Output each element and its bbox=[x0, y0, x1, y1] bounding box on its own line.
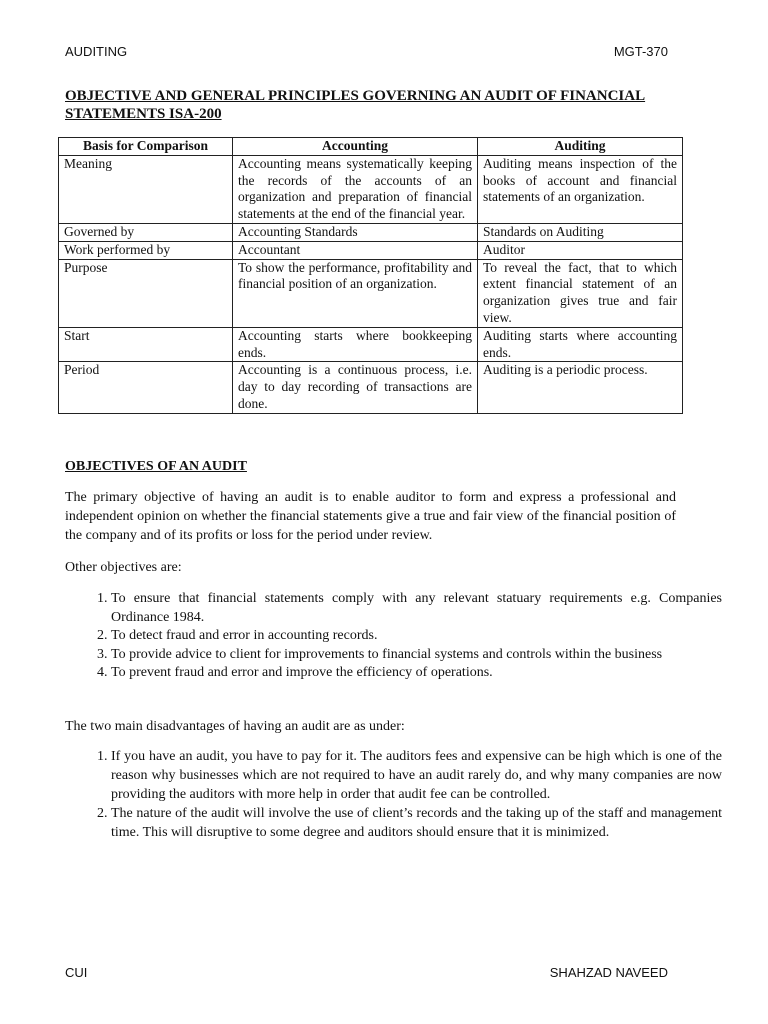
table-header-row bbox=[59, 138, 683, 156]
table-cell-basis: Meaning bbox=[59, 155, 233, 223]
header-course-name: AUDITING bbox=[65, 44, 128, 59]
list-item: 1. To ensure that financial statements comply with any relevant statuary requirements e.g. Companies Ordinance 1984. bbox=[111, 590, 722, 627]
list-item: 3. To provide advice to client for improvements to financial systems and controls within the business bbox=[111, 646, 722, 665]
table-header-accounting: Accounting bbox=[233, 138, 478, 156]
footer-institution: CUI bbox=[65, 965, 88, 980]
table-cell-basis: Purpose bbox=[59, 259, 233, 327]
objectives-list bbox=[65, 590, 722, 683]
paragraph-other-objectives: Other objectives are: bbox=[65, 560, 182, 575]
table-cell-auditing: Standards on Auditing bbox=[478, 223, 683, 241]
table-cell-basis: Work performed by bbox=[59, 241, 233, 259]
table-cell-accounting: Accounting is a continuous process, i.e. day to day recording of transactions are done. bbox=[233, 362, 478, 413]
table-row bbox=[59, 155, 683, 223]
table-cell-basis: Governed by bbox=[59, 223, 233, 241]
table-cell-accounting: Accounting starts where bookkeeping ends. bbox=[233, 327, 478, 362]
table-row bbox=[59, 362, 683, 413]
section-heading: OBJECTIVES OF AN AUDIT bbox=[65, 459, 247, 474]
table-row bbox=[59, 223, 683, 241]
footer-author: SHAHZAD NAVEED bbox=[549, 965, 668, 980]
document-title: OBJECTIVE AND GENERAL PRINCIPLES GOVERNING AN AUDIT OF FINANCIAL STATEMENTS ISA-200 bbox=[65, 88, 646, 122]
list-item: 2. To detect fraud and error in accounting records. bbox=[111, 627, 722, 646]
table-cell-auditing: Auditor bbox=[478, 241, 683, 259]
table-cell-accounting: Accounting Standards bbox=[233, 223, 478, 241]
table-row bbox=[59, 327, 683, 362]
table-cell-auditing: To reveal the fact, that to which extent financial statement of an organization gives true and fair view. bbox=[478, 259, 683, 327]
paragraph-disadvantages-intro: The two main disadvantages of having an audit are as under: bbox=[65, 719, 405, 734]
table-header-basis: Basis for Comparison bbox=[59, 138, 233, 156]
disadvantages-list bbox=[65, 747, 722, 842]
table-cell-basis: Start bbox=[59, 327, 233, 362]
table-cell-auditing: Auditing is a periodic process. bbox=[478, 362, 683, 413]
table-cell-accounting: To show the performance, profitability and financial position of an organization. bbox=[233, 259, 478, 327]
table-cell-auditing: Auditing starts where accounting ends. bbox=[478, 327, 683, 362]
table-cell-auditing: Auditing means inspection of the books of account and financial statements of an organization. bbox=[478, 155, 683, 223]
comparison-table bbox=[58, 137, 683, 414]
table-row bbox=[59, 259, 683, 327]
table-cell-basis: Period bbox=[59, 362, 233, 413]
header-course-code: MGT-370 bbox=[613, 44, 668, 59]
paragraph-primary-objective: The primary objective of having an audit is to enable auditor to form and express a professional and independent opinion on whether the financial statements give a true and fair view of the financial position of the company and of its profits or loss for the period under review. bbox=[65, 490, 676, 543]
list-item: 2. The nature of the audit will involve the use of client’s records and the taking up of the staff and management time. This will disruptive to some degree and auditors should ensure that it is minimized. bbox=[111, 804, 722, 842]
table-header-auditing: Auditing bbox=[478, 138, 683, 156]
list-item: 4. To prevent fraud and error and improve the efficiency of operations. bbox=[111, 664, 722, 683]
list-item: 1. If you have an audit, you have to pay for it. The auditors fees and expensive can be high which is one of the reason why businesses which are not required to have an audit rarely do, and why many companies are now providing the auditors with more help in order that audit fee can be controlled. bbox=[111, 747, 722, 804]
table-cell-accounting: Accounting means systematically keeping the records of the accounts of an organization and preparation of financial statements at the end of the financial year. bbox=[233, 155, 478, 223]
table-row bbox=[59, 241, 683, 259]
table-cell-accounting: Accountant bbox=[233, 241, 478, 259]
